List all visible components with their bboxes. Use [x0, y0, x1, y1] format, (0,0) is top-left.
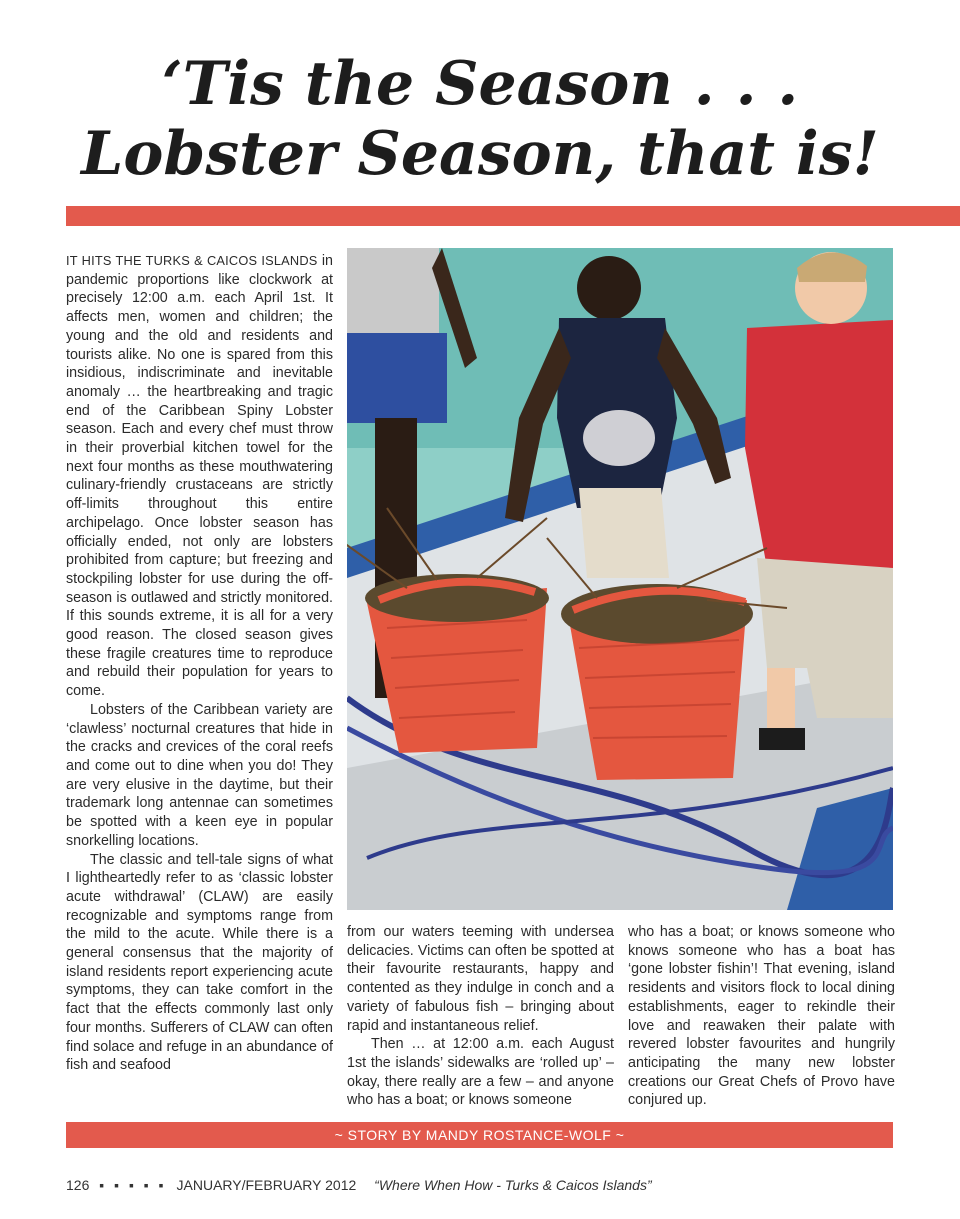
publication-name: “Where When How - Turks & Caicos Islands” [374, 1177, 652, 1193]
article-title-line-2: Lobster Season, that is! [81, 119, 879, 189]
article-column-2 [347, 923, 614, 1110]
footer-dots-divider: ▪ ▪ ▪ ▪ ▪ [99, 1177, 167, 1193]
paragraph-1-text: in pandemic proportions like clockwork at precisely 12:00 a.m. each April 1st. It affects men, women and children; the young and the old and residents and tourists alike. No one is spared from this insidious, indiscriminate and inevitable anomaly … the heartbreaking and tragic end of the Caribbean Spiny Lobster season. Each and every chef must throw in their proverbial kitchen towel for the next four months as these mouthwatering culinary-friendly crustaceans are strictly off-limits throughout this entire archipelago. Once lobster season has officially ended, not only are lobsters prohibited from capture; but freezing and stockpiling lobster for use during the off-season is outlawed and strictly monitored. If this sounds extreme, it is all for a very good reason. The closed season gives these fragile creatures time to reproduce and rebuild their population for years to come. [66, 253, 333, 700]
title-divider-bar [66, 206, 960, 226]
article-column-3 [628, 923, 895, 1110]
article-paragraph-1 [66, 252, 333, 701]
story-credit: ~ STORY BY MANDY ROSTANCE-WOLF ~ [334, 1127, 625, 1143]
lobster-baskets-photo [347, 248, 893, 910]
issue-date: JANUARY/FEBRUARY 2012 [176, 1177, 357, 1193]
article-paragraph-2: Lobsters of the Caribbean variety are ‘clawless’ nocturnal creatures that hide in the cracks and crevices of the coral reefs and come out to dine when you do! They are very elusive in the daytime, but their trademark long antennae can sometimes be spotted with a keen eye in popular snorkelling locations. [66, 701, 333, 849]
page-footer [66, 1177, 652, 1193]
story-credit-bar [66, 1122, 893, 1148]
page-number: 126 [66, 1177, 90, 1193]
article-paragraph-3-continued: from our waters teeming with undersea delicacies. Victims can often be spotted at their favourite restaurants, happy and contented as they indulge in conch and a variety of fabulous fish – bringing about rapid and instantaneous relief. [347, 924, 614, 1034]
article-title-line-1: ‘Tis the Season . . . [161, 49, 799, 119]
article-paragraph-4: Then … at 12:00 a.m. each August 1st the islands’ sidewalks are ‘rolled up’ – okay, there really are a few – and anyone who has a boat; or knows someone [347, 1036, 614, 1109]
article-paragraph-3: The classic and tell-tale signs of what I lightheartedly refer to as ‘classic lobster acute withdrawal’ (CLAW) are easily recognizable and symptoms range from the mild to the acute. While there is a general consensus that the majority of island residents report experiencing acute symptoms, they can take comfort in the fact that the effects commonly last only four months. Sufferers of CLAW can often find solace and refuge in an abundance of fish and seafood [66, 851, 333, 1074]
article-paragraph-4-continued: who has a boat; or knows someone who knows someone who has a boat has ‘gone lobster fishin’! That evening, island residents and visitors flock to local dining establishments, eager to rekindle their love and reawaken their palate with revered lobster favourites and hungrily anticipating the many new lobster creations our Great Chefs of Provo have conjured up. [628, 924, 895, 1109]
lead-in-caps: IT HITS THE TURKS & CAICOS ISLANDS [66, 253, 318, 268]
article-column-1 [66, 252, 333, 1075]
